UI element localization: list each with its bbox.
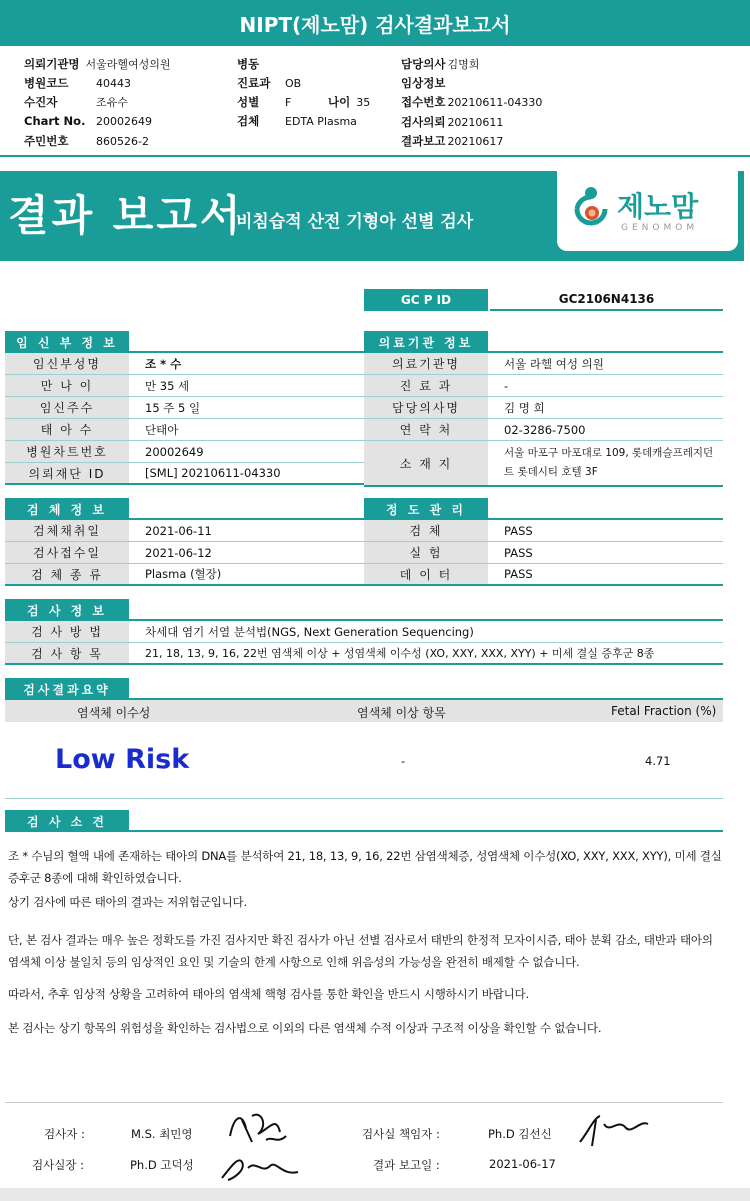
- summary-col-fetal-fraction: Fetal Fraction (%): [611, 704, 717, 718]
- row-label: 데 이 터: [364, 564, 488, 584]
- row-value: 서울 마포구 마포대로 109, 롯데캐슬프레지던트 롯데시티 호텔 3F: [504, 447, 714, 478]
- genomom-logo-icon: [571, 185, 611, 231]
- row-value: 2021-06-12: [145, 545, 212, 560]
- examiner-name: M.S. 최민영: [131, 1127, 193, 1141]
- section-title: 검 사 소 견: [5, 810, 129, 832]
- row-label: 검 사 항 목: [5, 643, 129, 663]
- pregnant-table: [5, 353, 364, 487]
- row-value: [SML] 20210611-04330: [145, 466, 281, 480]
- divider: [5, 798, 723, 799]
- row-value: 차세대 염기 서열 분석법(NGS, Next Generation Sequencing): [145, 624, 474, 639]
- gc-pid-value: GC2106N4136: [490, 289, 723, 311]
- row-value: PASS: [504, 567, 533, 581]
- abnormal-value: -: [401, 754, 406, 768]
- section-summary: [5, 678, 723, 700]
- header-label: 성별: [237, 95, 260, 109]
- header-value: 35: [356, 96, 371, 109]
- findings-paragraph: 따라서, 추후 임상적 상황을 고려하여 태아의 염색체 핵형 검사를 통한 확인을 반드시 시행하시기 바랍니다.: [8, 987, 529, 1001]
- lab-chief-signature: [212, 1148, 304, 1186]
- header-label: 결과보고: [401, 134, 446, 148]
- lab-chief-name: Ph.D 고덕성: [130, 1158, 194, 1172]
- row-value: 15 주 5 일: [145, 400, 201, 415]
- header-label: 검사의뢰: [401, 115, 446, 129]
- row-label: 실 험: [364, 542, 488, 563]
- row-label: 태 아 수: [5, 419, 129, 440]
- header-label: 접수번호: [401, 95, 446, 109]
- banner-title: 결과 보고서: [8, 191, 244, 240]
- row-value: PASS: [504, 545, 533, 560]
- report-date-label: 결과 보고일 :: [373, 1158, 440, 1172]
- findings-paragraph: 단, 본 검사 결과는 매우 높은 정확도를 가진 검사지만 확진 검사가 아닌 선별 검사로서 태반의 한정적 모자이시즘, 태아 분획 감소, 태반과 태아의 염색체 이상 불일치 등의 임상적인 요인 및 기술의 한계 사항으로 인해 위음성의 가능성을 완전히 배제할 수 없습니다.: [8, 933, 713, 969]
- section-testinfo: [5, 599, 723, 621]
- row-value: PASS: [504, 523, 533, 538]
- row-label: 임신부성명: [5, 353, 129, 374]
- row-label: 진 료 과: [364, 375, 488, 396]
- row-value: 02-3286-7500: [504, 422, 586, 437]
- lab-head-label: 검사실 책임자 :: [362, 1127, 440, 1141]
- summary-header: [5, 700, 723, 722]
- header-label: Chart No.: [24, 114, 86, 128]
- row-label: 만 나 이: [5, 375, 129, 396]
- findings-paragraph: 조 * 수님의 혈액 내에 존재하는 태아의 DNA를 분석하여 21, 18, 13, 9, 16, 22번 삼염색체증, 성염색체 이수성(XO, XXY, XXX, XYY), 미세 결실 증후군 8종에 대해 확인하였습니다.: [8, 849, 722, 885]
- row-label: 소 재 지: [364, 441, 488, 485]
- row-label: 검 사 방 법: [5, 621, 129, 642]
- row-label: 담당의사명: [364, 397, 488, 418]
- header-value: OB: [285, 77, 302, 90]
- lab-chief-label: 검사실장 :: [32, 1158, 84, 1172]
- examiner-label: 검사자 :: [44, 1127, 85, 1141]
- lab-head-name: Ph.D 김선신: [488, 1127, 552, 1141]
- header-value: F: [285, 96, 292, 109]
- institution-table: [364, 353, 723, 487]
- row-label: 임신주수: [5, 397, 129, 418]
- header-value: EDTA Plasma: [285, 115, 357, 128]
- specimen-table: [5, 520, 364, 586]
- row-label: 병원차트번호: [5, 441, 129, 462]
- divider: [0, 155, 750, 157]
- section-qc: [364, 498, 723, 520]
- header-label: 검체: [237, 114, 260, 128]
- banner-subtitle: 비침습적 산전 기형아 선별 검사: [236, 212, 474, 232]
- row-label: 검 체: [364, 520, 488, 541]
- genomom-logo: [557, 171, 738, 251]
- row-label: 연 락 처: [364, 419, 488, 440]
- row-label: 의료기관명: [364, 353, 488, 374]
- header-value: 김명희: [447, 58, 480, 71]
- section-specimen: [5, 498, 364, 520]
- header-label: 병원코드: [24, 76, 69, 90]
- row-value: 2021-06-11: [145, 523, 212, 538]
- section-title: 의료기관 정보: [364, 331, 488, 353]
- logo-eng: GENOMOM: [621, 223, 699, 233]
- header-value: 20210611-04330: [447, 96, 543, 109]
- section-title: 검사결과요약: [5, 678, 129, 700]
- row-label: 검 체 종 류: [5, 564, 129, 584]
- examiner-signature: [222, 1106, 292, 1148]
- row-value: 20002649: [145, 444, 204, 459]
- gc-pid: [364, 289, 723, 311]
- bottom-bar: [0, 1188, 750, 1201]
- header-value: 20002649: [96, 115, 152, 128]
- header-label: 주민번호: [24, 134, 69, 148]
- report-title: NIPT(제노맘) 검사결과보고서: [0, 0, 750, 46]
- row-value: 21, 18, 13, 9, 16, 22번 염색체 이상 + 성염색체 이수성 (XO, XXY, XXX, XYY) + 미세 결실 증후군 8종: [145, 647, 655, 660]
- row-label: 검체채취일: [5, 520, 129, 541]
- section-pregnant: [5, 331, 364, 353]
- header-value: 40443: [96, 77, 131, 90]
- header-value: 20210611: [447, 116, 504, 129]
- row-value: 서울 라헬 여성 의원: [504, 356, 604, 371]
- result-banner: [0, 171, 744, 261]
- gc-pid-label: GC P ID: [364, 289, 488, 311]
- findings-paragraph: 본 검사는 상기 항목의 위험성을 확인하는 검사법으로 이외의 다른 염색체 수적 이상과 구조적 이상을 확인할 수 없습니다.: [8, 1021, 602, 1035]
- header-value: 860526-2: [96, 135, 149, 148]
- row-value: 단태아: [145, 422, 179, 437]
- lab-head-signature: [574, 1108, 654, 1150]
- row-value: 조 * 수: [145, 356, 182, 371]
- section-institution: [364, 331, 723, 353]
- testinfo-table: [5, 621, 723, 665]
- row-value: Plasma (혈장): [145, 567, 222, 581]
- section-title: 검 체 정 보: [5, 498, 129, 520]
- findings-paragraph: 상기 검사에 따른 태아의 결과는 저위험군입니다.: [8, 895, 247, 909]
- section-title: 정 도 관 리: [364, 498, 488, 520]
- header-label: 의뢰기관명: [24, 57, 80, 71]
- section-title: 임 신 부 정 보: [5, 331, 129, 353]
- section-findings: [5, 810, 723, 832]
- header-label: 나이: [328, 95, 351, 109]
- summary-col-abnormal: 염색체 이상 항목: [357, 706, 446, 720]
- header-label: 임상정보: [401, 76, 446, 90]
- qc-table: [364, 520, 723, 586]
- row-value: -: [504, 378, 509, 393]
- row-label: 의뢰재단 ID: [5, 463, 129, 483]
- logo-name: 제노맘: [617, 190, 699, 223]
- header-label: 담당의사: [401, 57, 446, 71]
- report-date-value: 2021-06-17: [489, 1157, 556, 1171]
- divider: [5, 1102, 723, 1103]
- section-title: 검 사 정 보: [5, 599, 129, 621]
- summary-col-aneuploidy: 염색체 이수성: [77, 706, 151, 720]
- header-label: 진료과: [237, 76, 271, 90]
- header-value: 20210617: [447, 135, 504, 148]
- header-label: 병동: [237, 57, 260, 71]
- row-value: 만 35 세: [145, 378, 190, 393]
- row-value: 김 명 희: [504, 400, 545, 415]
- risk-result: Low Risk: [55, 744, 190, 775]
- header-info: [0, 54, 750, 154]
- header-label: 수진자: [24, 95, 58, 109]
- fetal-fraction-value: 4.71: [645, 754, 671, 768]
- header-value: 조유수: [96, 96, 128, 109]
- header-value: 서울라헬여성의원: [85, 58, 171, 71]
- row-label: 검사접수일: [5, 542, 129, 563]
